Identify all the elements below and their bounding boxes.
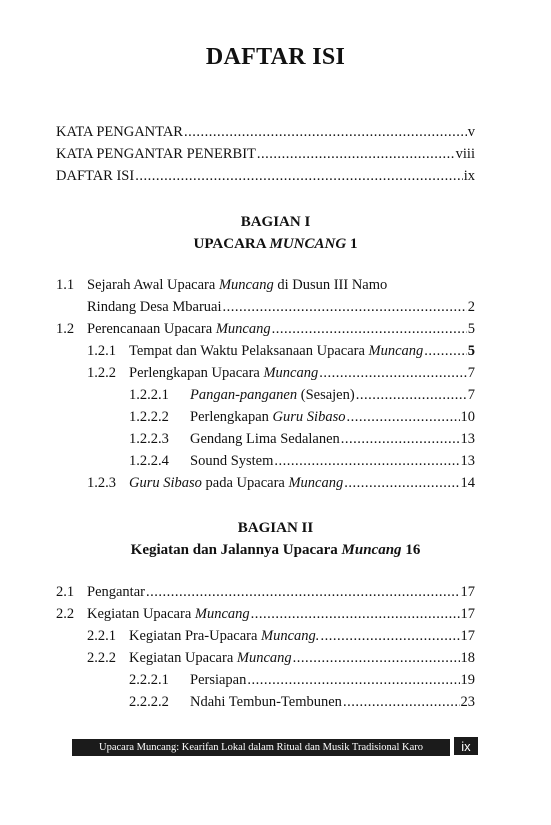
text-part: Sejarah Awal Upacara <box>87 277 219 293</box>
toc-entry-1-2[interactable] <box>56 321 475 343</box>
text-part: Perlengkapan <box>190 409 273 425</box>
toc-entry-text <box>190 409 345 426</box>
toc-entry-text: DAFTAR ISI <box>56 168 135 184</box>
text-italic: Muncang <box>368 343 424 359</box>
text-italic: Muncang <box>288 475 344 491</box>
leader-dots <box>293 650 460 667</box>
toc-entry-1-2-3[interactable] <box>56 475 475 497</box>
leader-dots <box>356 387 467 404</box>
toc-entry-2-2-2-2[interactable] <box>56 694 475 716</box>
toc-entry-text <box>129 365 318 382</box>
toc-entry-2-1[interactable] <box>56 584 475 606</box>
toc-entry-text <box>129 343 423 360</box>
toc-entry-number: 2.2.2.2 <box>129 694 169 710</box>
toc-entry-number: 1.1 <box>56 277 75 293</box>
leader-dots <box>146 584 460 601</box>
subtitle-italic: MUNCANG <box>269 236 347 252</box>
toc-entry-number: 1.2.2.4 <box>129 453 169 469</box>
subtitle-page: 16 <box>401 542 421 558</box>
footer-page-number: ix <box>454 737 478 755</box>
toc-entry-1-2-2[interactable] <box>56 365 475 387</box>
text-italic: Guru Sibaso <box>129 475 202 491</box>
toc-page-number: 17 <box>460 606 475 622</box>
subtitle-page: 1 <box>346 236 358 252</box>
section-subtitle-bagian-1 <box>0 236 551 253</box>
toc-entry-number: 1.2.2.1 <box>129 387 169 403</box>
text-italic: Muncang <box>194 606 250 622</box>
section-heading-bagian-1: BAGIAN I <box>240 214 311 230</box>
toc-page-number: 2 <box>467 299 475 315</box>
toc-front-matter <box>56 124 475 190</box>
page-title: DAFTAR ISI <box>205 44 346 70</box>
toc-page-number: 17 <box>460 628 475 644</box>
toc-entry-number: 2.2.1 <box>87 628 116 644</box>
leader-dots <box>135 168 463 185</box>
text-italic: Muncang <box>236 650 292 666</box>
toc-entry-number: 2.1 <box>56 584 75 600</box>
toc-page-number: 19 <box>460 672 475 688</box>
toc-entry-number: 1.2.3 <box>87 475 116 491</box>
toc-page-number: 7 <box>467 387 475 403</box>
leader-dots <box>346 409 459 426</box>
toc-entry-1-1-cont[interactable] <box>56 299 475 321</box>
toc-entry-text: Sound System <box>190 453 274 469</box>
toc-page-number: 5 <box>467 321 475 337</box>
toc-entry-text <box>87 277 387 294</box>
leader-dots <box>223 299 467 316</box>
toc-entry-2-2-1[interactable] <box>56 628 475 650</box>
toc-bagian-2 <box>56 584 475 716</box>
toc-page-number: 10 <box>460 409 475 425</box>
text-part: (Sesajen) <box>297 387 355 403</box>
toc-page-number: 17 <box>460 584 475 600</box>
toc-entry-text: Rindang Desa Mbaruai <box>87 299 222 315</box>
toc-page-number: 13 <box>460 453 475 469</box>
toc-page-number: 7 <box>467 365 475 381</box>
toc-entry-1-2-1[interactable] <box>56 343 475 365</box>
toc-entry-number: 1.2 <box>56 321 75 337</box>
subtitle-text: Kegiatan dan Jalannya Upacara <box>130 542 342 558</box>
leader-dots <box>247 672 459 689</box>
text-italic: Muncang. <box>261 628 320 644</box>
toc-entry-text <box>129 475 343 492</box>
toc-page-number: 23 <box>460 694 475 710</box>
text-part: di Dusun III Namo <box>273 277 388 293</box>
section-heading-bagian-2: BAGIAN II <box>237 520 314 536</box>
toc-entry-text <box>87 606 250 623</box>
leader-dots <box>274 453 459 470</box>
toc-entry-text: KATA PENGANTAR PENERBIT <box>56 146 256 162</box>
toc-page-number: viii <box>455 146 475 162</box>
text-part: Kegiatan Upacara <box>129 650 237 666</box>
text-part: Perencanaan Upacara <box>87 321 216 337</box>
toc-page-number: ix <box>463 168 475 184</box>
leader-dots <box>341 431 460 448</box>
toc-entry-text: Gendang Lima Sedalanen <box>190 431 340 447</box>
text-part: pada Upacara <box>201 475 289 491</box>
text-italic: Guru Sibaso <box>272 409 346 425</box>
leader-dots <box>272 321 467 338</box>
toc-entry-text <box>129 628 319 645</box>
toc-entry-1-1[interactable] <box>56 277 475 299</box>
footer-book-title: Upacara Muncang: Kearifan Lokal dalam Ritual dan Musik Tradisional Karo <box>72 739 450 756</box>
toc-entry-number: 2.2.2.1 <box>129 672 169 688</box>
toc-entry-number: 2.2 <box>56 606 75 622</box>
text-italic: Pangan-panganen <box>190 387 298 403</box>
leader-dots <box>424 343 466 360</box>
toc-entry-1-2-2-4[interactable] <box>56 453 475 475</box>
toc-entry-text <box>129 650 292 667</box>
toc-entry-2-2-2-1[interactable] <box>56 672 475 694</box>
subtitle-italic: Muncang <box>341 542 402 558</box>
toc-page-number: 14 <box>460 475 475 491</box>
leader-dots <box>344 475 459 492</box>
toc-entry-1-2-2-2[interactable] <box>56 409 475 431</box>
toc-bagian-1 <box>56 277 475 497</box>
toc-entry-number: 1.2.2.3 <box>129 431 169 447</box>
toc-page-number: 18 <box>460 650 475 666</box>
toc-entry-kata-pengantar-penerbit[interactable] <box>56 146 475 168</box>
leader-dots <box>184 124 467 141</box>
toc-entry-text <box>190 387 355 404</box>
toc-entry-kata-pengantar[interactable] <box>56 124 475 146</box>
toc-entry-2-2[interactable] <box>56 606 475 628</box>
toc-entry-number: 1.2.2 <box>87 365 116 381</box>
leader-dots <box>343 694 460 711</box>
toc-page-number: v <box>467 124 475 140</box>
leader-dots <box>251 606 460 623</box>
toc-entry-text: Ndahi Tembun-Tembunen <box>190 694 342 710</box>
leader-dots <box>319 365 467 382</box>
leader-dots <box>320 628 459 645</box>
text-italic: Muncang <box>215 321 271 337</box>
toc-entry-text <box>87 321 271 338</box>
text-part: Perlengkapan Upacara <box>129 365 264 381</box>
text-part: Tempat dan Waktu Pelaksanaan Upacara <box>129 343 369 359</box>
text-part: Kegiatan Pra-Upacara <box>129 628 262 644</box>
toc-entry-text: KATA PENGANTAR <box>56 124 183 140</box>
text-part: Kegiatan Upacara <box>87 606 195 622</box>
section-subtitle-bagian-2 <box>0 542 551 559</box>
toc-entry-text: Persiapan <box>190 672 247 688</box>
leader-dots <box>257 146 455 163</box>
toc-entry-daftar-isi[interactable] <box>56 168 475 190</box>
text-italic: Muncang <box>263 365 319 381</box>
toc-entry-1-2-2-1[interactable] <box>56 387 475 409</box>
toc-entry-1-2-2-3[interactable] <box>56 431 475 453</box>
toc-entry-number: 1.2.1 <box>87 343 116 359</box>
toc-entry-2-2-2[interactable] <box>56 650 475 672</box>
toc-page-number: 13 <box>460 431 475 447</box>
toc-entry-text: Pengantar <box>87 584 145 600</box>
subtitle-text: UPACARA <box>193 236 270 252</box>
toc-entry-number: 1.2.2.2 <box>129 409 169 425</box>
toc-page-number: 5 <box>467 343 475 359</box>
text-italic: Muncang <box>218 277 274 293</box>
toc-entry-number: 2.2.2 <box>87 650 116 666</box>
